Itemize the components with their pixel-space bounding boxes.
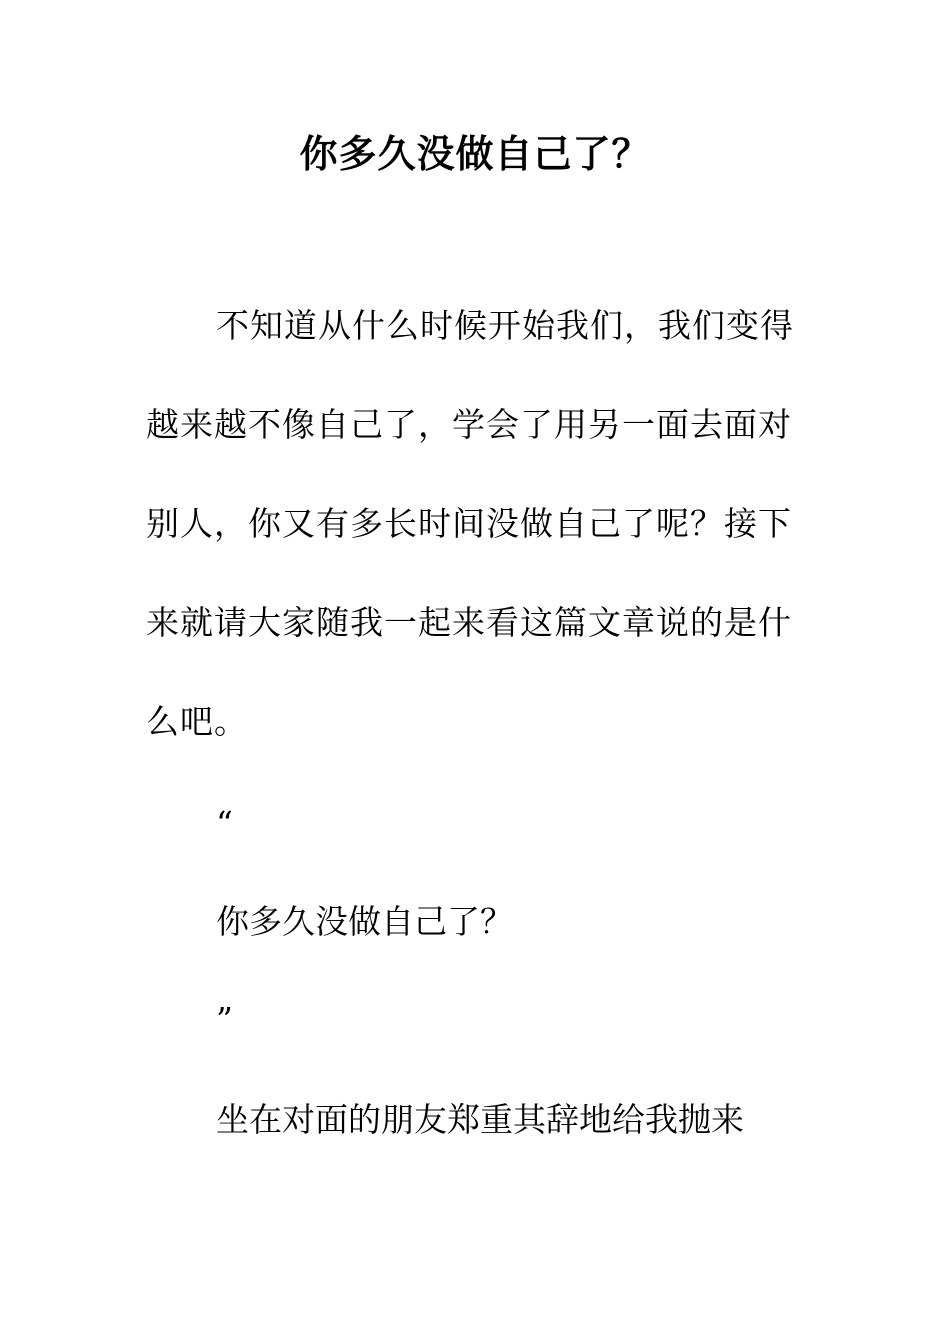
intro-paragraph: 不知道从什么时候开始我们，我们变得越来越不像自己了，学会了用另一面去面对别人，你又有多长时间没做自己了呢？接下来就请大家随我一起来看这篇文章说的是什么吧。 bbox=[146, 306, 794, 741]
opening-quote-mark: “ bbox=[216, 804, 233, 843]
quoted-question: 你多久没做自己了？ bbox=[216, 902, 513, 941]
second-paragraph-start: 坐在对面的朋友郑重其辞地给我抛来 bbox=[216, 1100, 744, 1139]
closing-quote-mark: ” bbox=[216, 1000, 233, 1039]
document-title: 你多久没做自己了？ bbox=[299, 131, 651, 176]
